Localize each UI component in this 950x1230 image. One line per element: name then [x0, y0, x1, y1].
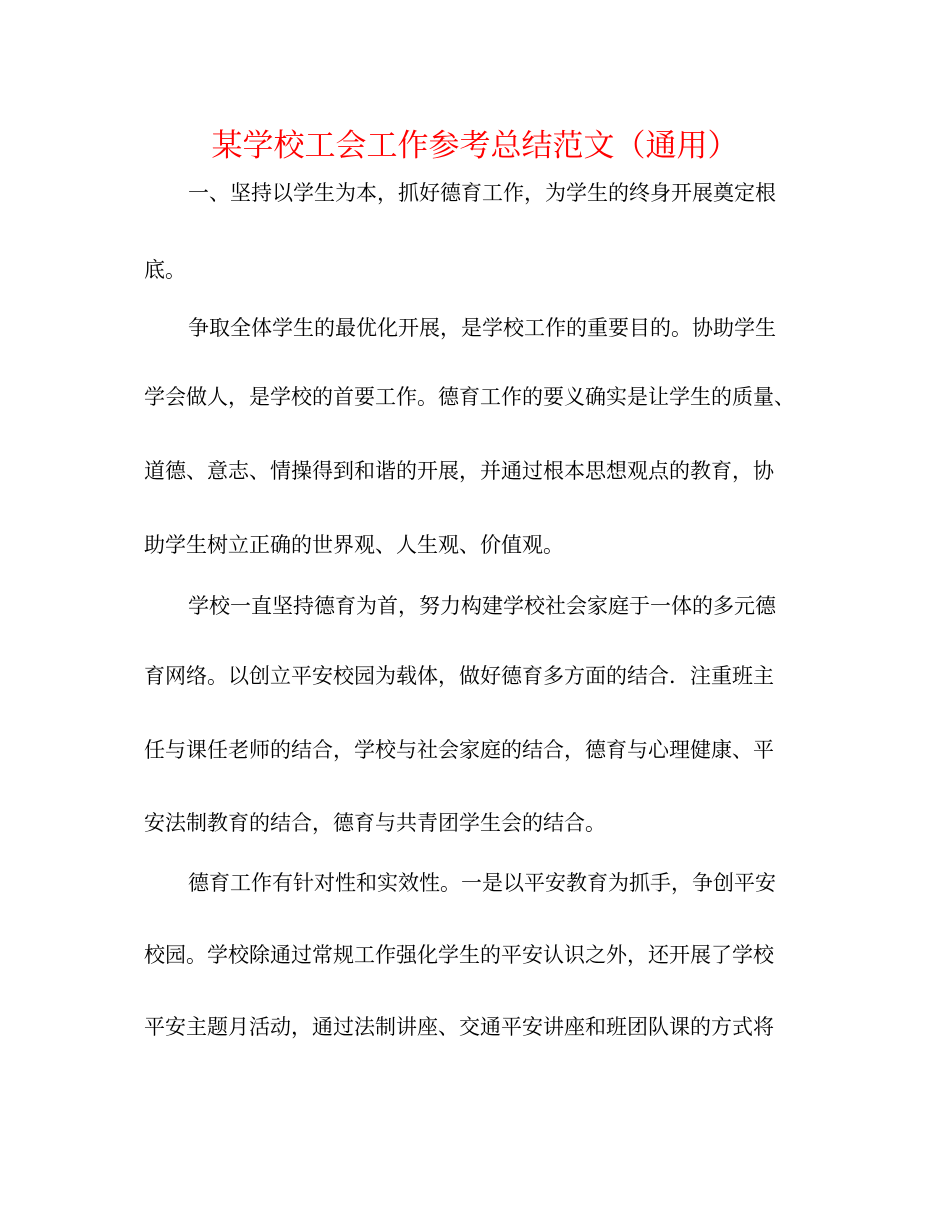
- line-text: 学会做人，是学校的首要工作。德育工作的要义确实是让学生的质量、: [144, 385, 795, 409]
- line-text: 校园。学校除通过常规工作强化学生的平安认识之外，还开展了学校: [144, 943, 774, 967]
- line-text: 任与课任老师的结合，学校与社会家庭的结合，德育与心理健康、平: [144, 738, 774, 762]
- line-text: 道德、意志、情操得到和谐的开展，并通过根本思想观点的教育，协: [144, 459, 774, 483]
- line-text: 底。: [144, 258, 186, 282]
- line-text: 一、坚持以学生为本，抓好德育工作，为学生的终身开展奠定根: [188, 181, 776, 205]
- line-text: 争取全体学生的最优化开展，是学校工作的重要目的。协助学生: [188, 316, 776, 340]
- line-text: 安法制教育的结合，德育与共青团学生会的结合。: [144, 811, 606, 835]
- line-text: 德育工作有针对性和实效性。一是以平安教育为抓手，争创平安: [188, 871, 776, 895]
- document-title: 某学校工会工作参考总结范文（通用）: [211, 128, 739, 164]
- line-text: 育网络。以创立平安校园为载体，做好德育多方面的结合．注重班主: [144, 664, 774, 688]
- line-text: 平安主题月活动，通过法制讲座、交通平安讲座和班团队课的方式将: [144, 1015, 774, 1039]
- line-text: 助学生树立正确的世界观、人生观、价值观。: [144, 533, 564, 557]
- line-text: 学校一直坚持德育为首，努力构建学校社会家庭于一体的多元德: [188, 594, 776, 618]
